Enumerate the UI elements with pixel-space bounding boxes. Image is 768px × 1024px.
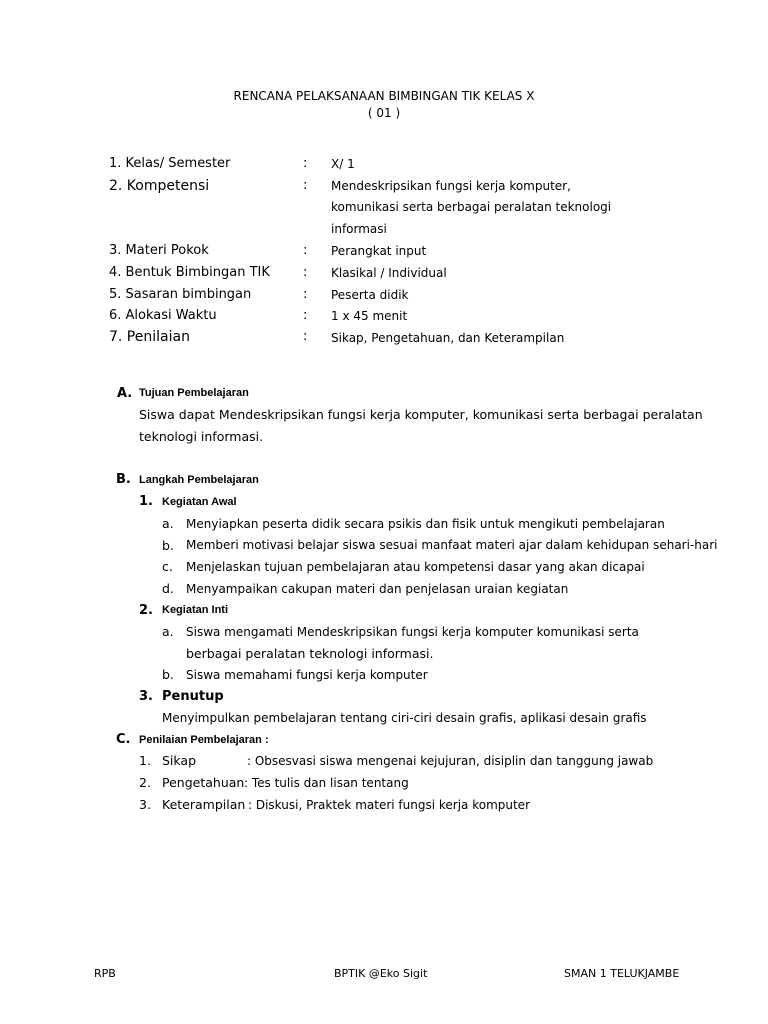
info-colon: : xyxy=(303,156,308,171)
list-item: Menjelaskan tujuan pembelajaran atau kompetensi dasar yang akan dicapai xyxy=(186,560,645,574)
step-heading: Kegiatan Awal xyxy=(162,496,237,508)
section-letter: A. xyxy=(117,386,133,401)
list-letter: c. xyxy=(162,559,173,574)
assessment-label: Keterampilan xyxy=(162,797,246,812)
list-item-continued: berbagai peralatan teknologi informasi. xyxy=(186,646,434,661)
info-colon: : xyxy=(303,329,308,344)
assessment-text: : Diskusi, Praktek materi fungsi kerja komputer xyxy=(248,798,530,812)
assessment-number: 3. xyxy=(139,797,151,812)
info-label: 2. Kompetensi xyxy=(109,178,210,194)
step-number: 3. xyxy=(139,689,153,704)
section-letter: C. xyxy=(116,732,131,747)
info-label: 6. Alokasi Waktu xyxy=(109,308,217,323)
info-colon: : xyxy=(303,178,308,193)
list-item: Menyampaikan cakupan materi dan penjelasan uraian kegiatan xyxy=(186,582,569,596)
assessment-number: 1. xyxy=(139,753,151,768)
list-letter: a. xyxy=(162,624,174,639)
list-letter: a. xyxy=(162,516,174,531)
document-number: ( 01 ) xyxy=(367,106,401,120)
step-number: 2. xyxy=(139,603,153,618)
info-value: Mendeskripsikan fungsi kerja komputer, xyxy=(331,179,571,193)
document-title: RENCANA PELAKSANAAN BIMBINGAN TIK KELAS X xyxy=(233,89,535,103)
assessment-text: : Obsesvasi siswa mengenai kejujuran, disiplin dan tanggung jawab xyxy=(247,754,654,768)
info-colon: : xyxy=(303,287,308,302)
info-value: informasi xyxy=(331,222,387,236)
list-letter: b. xyxy=(162,538,174,553)
paragraph-text: Menyimpulkan pembelajaran tentang ciri-ciri desain grafis, aplikasi desain grafis xyxy=(162,711,647,725)
info-label: 5. Sasaran bimbingan xyxy=(109,287,252,302)
info-value: 1 x 45 menit xyxy=(331,309,408,323)
assessment-number: 2. xyxy=(139,775,151,790)
info-label: 3. Materi Pokok xyxy=(109,243,209,258)
footer-right: SMAN 1 TELUKJAMBE xyxy=(564,967,680,980)
section-letter: B. xyxy=(116,472,131,487)
info-label: 7. Penilaian xyxy=(109,329,190,345)
section-heading: Langkah Pembelajaran xyxy=(139,474,259,486)
paragraph-text: teknologi informasi. xyxy=(139,429,264,444)
list-item: Memberi motivasi belajar siswa sesuai manfaat materi ajar dalam kehidupan sehari-hari xyxy=(186,538,718,552)
info-value: komunikasi serta berbagai peralatan teknologi xyxy=(331,200,612,214)
info-colon: : xyxy=(303,243,308,258)
step-heading: Kegiatan Inti xyxy=(162,604,229,616)
footer-center: BPTIK @Eko Sigit xyxy=(334,967,428,980)
info-value: Peserta didik xyxy=(331,288,409,302)
info-value: Klasikal / Individual xyxy=(331,266,447,280)
list-item: Siswa mengamati Mendeskripsikan fungsi kerja komputer komunikasi serta xyxy=(186,625,639,639)
assessment-label: Pengetahuan xyxy=(162,775,245,790)
info-value: Perangkat input xyxy=(331,244,427,258)
list-item: Siswa memahami fungsi kerja komputer xyxy=(186,668,428,682)
info-colon: : xyxy=(303,265,308,280)
assessment-label: Sikap xyxy=(162,753,197,768)
info-label: 1. Kelas/ Semester xyxy=(109,156,231,171)
list-letter: d. xyxy=(162,581,174,596)
footer-left: RPB xyxy=(94,967,116,980)
paragraph-text: Siswa dapat Mendeskripsikan fungsi kerja komputer, komunikasi serta berbagai peralatan xyxy=(139,407,703,422)
section-heading: Tujuan Pembelajaran xyxy=(139,387,249,399)
section-heading: Penilaian Pembelajaran : xyxy=(139,734,269,746)
assessment-text: : Tes tulis dan lisan tentang xyxy=(244,776,409,790)
list-letter: b. xyxy=(162,667,174,682)
step-heading: Penutup xyxy=(162,689,224,704)
list-item: Menyiapkan peserta didik secara psikis dan fisik untuk mengikuti pembelajaran xyxy=(186,517,665,531)
info-label: 4. Bentuk Bimbingan TIK xyxy=(109,265,270,280)
info-colon: : xyxy=(303,308,308,323)
info-value: Sikap, Pengetahuan, dan Keterampilan xyxy=(331,331,565,345)
step-number: 1. xyxy=(139,494,153,509)
info-value: X/ 1 xyxy=(331,157,355,171)
